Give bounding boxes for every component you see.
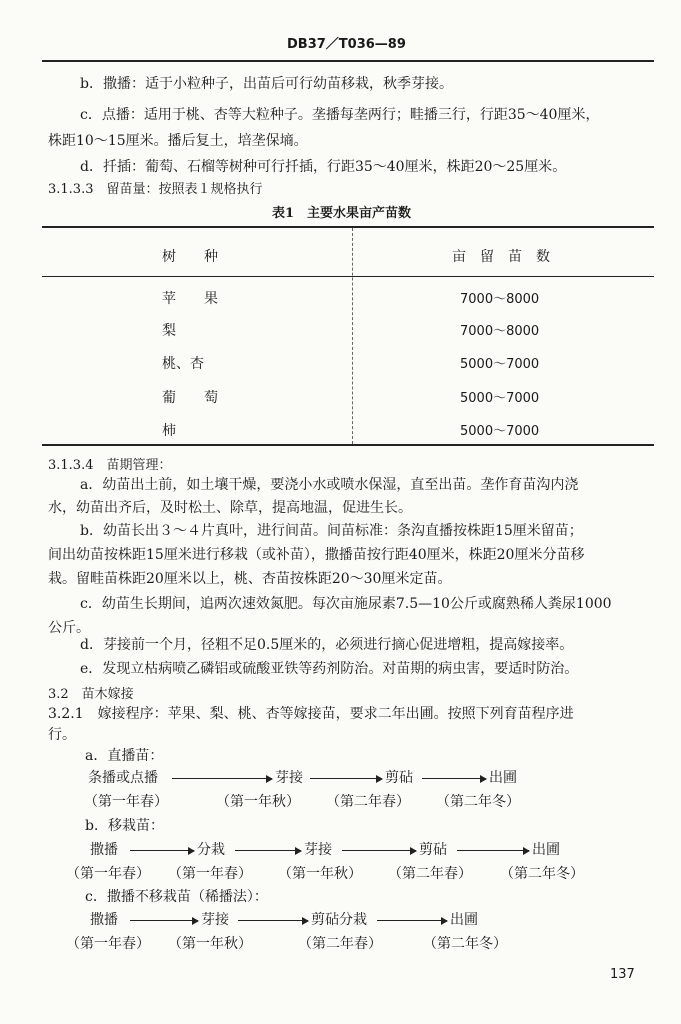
- flow-a-step: 条播或点播: [88, 770, 158, 786]
- mgmt-b-line1: b．幼苗长出３～４片真叶，进行间苗。间苗标准：条沟直播按株距15厘米留苗；: [80, 523, 583, 539]
- flow-b-step: 分栽: [197, 842, 225, 858]
- flow-a-step: 剪砧: [385, 770, 413, 786]
- graft-procedure-line1: 3.2.1 嫁接程序：苹果、梨、桃、杏等嫁接苗，要求二年出圃。按照下列育苗程序进: [48, 706, 574, 722]
- flow-arrow: [377, 920, 447, 921]
- table-bottom-rule: [42, 444, 654, 446]
- flow-arrow: [422, 778, 486, 779]
- graft-procedure-line2: 行。: [48, 727, 76, 743]
- header-seedling-count: 亩 留 苗 数: [452, 249, 550, 265]
- flow-b-label: b．移栽苗：: [85, 818, 164, 834]
- mgmt-a-line2: 水，幼苗出齐后，及时松土、除草，提高地温，促进生长。: [48, 500, 412, 516]
- flow-c-time: （第二年春）: [298, 936, 382, 952]
- flow-a-time: （第一年春）: [84, 794, 168, 810]
- para-dibble-line2: 株距10～15厘米。播后复土，培垄保墒。: [48, 133, 308, 149]
- flow-a-step: 芽接: [275, 770, 303, 786]
- para-dibble-line1: c．点播：适用于桃、杏等大粒种子。垄播每垄两行；畦播三行，行距35～40厘米，: [80, 107, 600, 123]
- table-column-divider: [352, 228, 353, 444]
- flow-arrow: [172, 778, 272, 779]
- flow-arrow: [235, 850, 301, 851]
- para-cutting: d．扦插：葡萄、石榴等树种可行扦插，行距35～40厘米，株距20～25厘米。: [80, 159, 567, 175]
- mgmt-e: e．发现立枯病喷乙磷铝或硫酸亚铁等药剂防治。对苗期的病虫害，要适时防治。: [80, 661, 579, 677]
- flow-b-time: （第一年春）: [66, 866, 150, 882]
- cell-species: 苹 果: [162, 291, 218, 307]
- flow-a-step: 出圃: [489, 770, 517, 786]
- cell-count: 5000～7000: [460, 424, 540, 439]
- flow-arrow: [457, 850, 529, 851]
- table-header-rule: [42, 276, 654, 277]
- cell-count: 7000～8000: [460, 324, 540, 339]
- standard-code-header: DB37／T036—89: [287, 37, 406, 52]
- mgmt-d: d．芽接前一个月，径粗不足0.5厘米的，必须进行摘心促进增粗，提高嫁接率。: [80, 637, 574, 653]
- cell-count: 5000～7000: [460, 391, 540, 406]
- flow-c-step: 剪砧分栽: [311, 912, 367, 928]
- page-number: 137: [610, 967, 635, 982]
- flow-c-step: 撒播: [90, 912, 118, 928]
- flow-arrow: [130, 920, 198, 921]
- flow-b-step: 芽接: [304, 842, 332, 858]
- cell-species: 桃、杏: [162, 356, 204, 372]
- table-top-rule: [42, 226, 654, 228]
- flow-c-step: 出圃: [450, 912, 478, 928]
- flow-b-step: 撒播: [90, 842, 118, 858]
- mgmt-c-line1: c．幼苗生长期间，追两次速效氮肥。每次亩施尿素7.5—10公斤或腐熟稀人粪尿1000: [80, 596, 612, 612]
- flow-arrow: [310, 778, 382, 779]
- seedling-table: [42, 226, 654, 446]
- header-species: 树 种: [162, 249, 218, 265]
- flow-a-time: （第一年秋）: [216, 794, 300, 810]
- section-32-title: 3.2 苗木嫁接: [48, 687, 134, 702]
- flow-b-time: （第二年春）: [388, 866, 472, 882]
- flow-a-time: （第二年春）: [326, 794, 410, 810]
- flow-b-time: （第二年冬）: [500, 866, 584, 882]
- para-broadcast-sowing: b．撒播：适于小粒种子，出苗后可行幼苗移栽，秋季芽接。: [80, 76, 453, 92]
- flow-arrow: [342, 850, 416, 851]
- flow-arrow: [238, 920, 308, 921]
- section-3134-title: 3.1.3.4 苗期管理：: [48, 458, 172, 473]
- flow-b-time: （第一年春）: [168, 866, 252, 882]
- flow-b-step: 剪砧: [419, 842, 447, 858]
- header-rule: [42, 60, 654, 62]
- mgmt-a-line1: a．幼苗出土前，如土壤干燥，要浇小水或喷水保湿，直至出苗。垄作育苗沟内浇: [80, 477, 579, 493]
- mgmt-c-line2: 公斤。: [48, 620, 90, 636]
- cell-species: 梨: [162, 323, 176, 339]
- cell-count: 5000～7000: [460, 357, 540, 372]
- flow-c-step: 芽接: [201, 912, 229, 928]
- flow-b-time: （第一年秋）: [278, 866, 362, 882]
- mgmt-b-line3: 栽。留畦苗株距20厘米以上，桃、杏苗按株距20～30厘米定苗。: [48, 571, 452, 587]
- flow-a-time: （第二年冬）: [436, 794, 520, 810]
- flow-b-step: 出圃: [532, 842, 560, 858]
- flow-c-time: （第一年秋）: [168, 936, 252, 952]
- cell-species: 葡 萄: [162, 390, 218, 406]
- cell-species: 柿: [162, 423, 176, 439]
- cell-count: 7000～8000: [460, 292, 540, 307]
- flow-c-time: （第一年春）: [66, 936, 150, 952]
- mgmt-b-line2: 间出幼苗按株距15厘米进行移栽（或补苗），撒播苗按行距40厘米，株距20厘米分苗移: [48, 547, 585, 563]
- flow-c-time: （第二年冬）: [423, 936, 507, 952]
- flow-a-label: a．直播苗：: [85, 748, 164, 764]
- section-3133: 3.1.3.3 留苗量：按照表１规格执行: [48, 182, 263, 197]
- flow-arrow: [130, 850, 194, 851]
- table-caption: 表1 主要水果亩产苗数: [272, 206, 412, 221]
- flow-c-label: c．撒播不移栽苗（稀播法）：: [85, 889, 268, 905]
